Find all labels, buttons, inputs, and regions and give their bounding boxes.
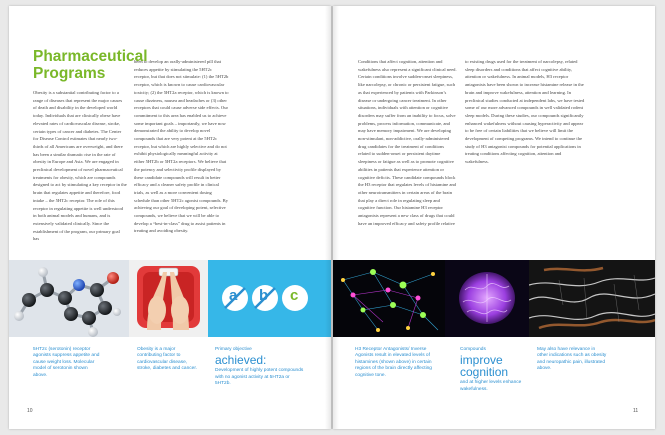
right-page <box>333 6 655 429</box>
brain-image <box>445 260 529 337</box>
caption-pre: Compounds <box>460 347 486 352</box>
receptor-letter-c: c <box>290 287 299 304</box>
receptor-icon-panel <box>208 260 331 337</box>
body-column-2 <box>134 58 229 235</box>
page-number: 11 <box>633 408 639 414</box>
caption-text: May also have relevance in other indications such as obesity and neuropathic pain, illustrated above. <box>537 347 607 372</box>
caption-h3 <box>355 347 435 379</box>
body-paragraph: to existing drugs used for the treatment of narcolepsy, related sleep disorders and conditions that affect cognitive ability, attention or wakefulness. In animal models, H3 receptor antagonists have been shown to increase histamine release in the brain and improve wakefulness, attention and learning. In preclinical studies conducted at independent labs, we have tested some of our more advanced compounds in well validated rodent sleep models. During these studies, our compounds significantly enhanced wakefulness without causing hyperactivity and appear to be free of certain liabilities that we believe will limit the development of competing programs. We intend to continue the study of H3 antagonist compounds for potential applications in treating conditions affecting cognition, attention and wakefulness. <box>465 59 585 165</box>
caption-highlight: improve cognition <box>460 353 509 380</box>
caption-highlight: achieved: <box>215 353 267 368</box>
caption-cognition <box>460 347 530 393</box>
page-number: 10 <box>27 408 33 414</box>
histamine-network-image <box>333 260 445 337</box>
caption-text: Obesity is a major contributing factor to cardiovascular disease, stroke, diabetes and cancer. <box>137 347 197 372</box>
body-column-3 <box>358 58 457 227</box>
neuron-image <box>529 260 655 337</box>
body-column-1 <box>33 89 127 243</box>
scale-image <box>129 260 208 337</box>
molecule-image <box>9 260 129 337</box>
body-paragraph: been to develop an orally-administered pill that reduces appetite by stimulating the 5HT2c receptor, but that does not stimulate: (1) the 5HT2b receptor, which is known to cause cardiovascular toxicity; (2) the 5HT2a receptor, which is known to cause dizziness, nausea and headaches or (3) other receptors that could cause adverse side effects. Our commitment to this area has enabled us to achieve some important goals – importantly, we have now demonstrated the ability to develop novel compounds that are very potent at the 5HT2c receptor, but which are highly selective and do not exhibit physiologically meaningful activity at either 5HT2b or 5HT2a receptors. We believe that the potency and selectivity profile displayed by these candidate compounds will result in better efficacy and a cleaner safety profile in clinical trials, as well as a more convenient dosing schedule than other 5HT2c agonist compounds. By achieving our goal of developing potent, selective compounds, we believe that we will be able to develop a “best-in-class” drug to assist patients in treating and avoiding obesity. <box>134 59 229 234</box>
caption-text: Development of highly potent compounds with no agonist activity at 5HT2a or 5HT2b. <box>215 368 304 387</box>
caption-pre: Primary objective <box>215 347 252 352</box>
caption-obesity <box>137 347 197 373</box>
body-paragraph: Conditions that affect cognition, attention and wakefulness also represent a significant clinical need. Certain conditions involve sudden-onset sleepiness, like narcolepsy, or chronic or persistent fatigue, such as that experienced by patients with Parkinson’s disease or undergoing cancer treatment. In other situations, individuals with attention or cognitive disorders may suffer from an inability to focus, solve problems, process information, communicate, and may have memory impairment. We are developing non-stimulant, non-addictive, orally-administered drug candidates for the treatment of conditions related to sudden-onset or persistent daytime sleepiness or fatigue as well as to promote cognitive abilities in patients that experience attention or cognitive deficits. These candidate compounds block the H3 receptor that regulates levels of histamine and other neurotransmitters in certain areas of the brain that play a direct role in regulating sleep and cognitive function. Our histamine H3 receptor antagonists represent a new class of drugs that could have an improved efficacy and safety profile relative <box>358 59 457 226</box>
body-paragraph: Obesity is a substantial contributing factor to a range of diseases that represent the major causes of death and disability in the developed world today. Individuals that are clinically obese have elevated rates of cardiovascular disease, stroke, certain types of cancer and diabetes. The Center for Disease Control estimates that nearly two-thirds of all Americans are overweight, and there has been a similar dramatic rise in the rate of obesity in Europe and Asia. We are engaged in preclinical development of novel pharmaceutical treatments for obesity, which are compounds designed to act by stimulating a key receptor in the brain that regulates appetite and therefore, food intake – the 5HT2c receptor. The role of this receptor in regulating appetite is well understood in both animal models and humans, and is extensively validated clinically. Since the establishment of the program, our primary goal has <box>33 90 127 242</box>
left-page <box>9 6 331 429</box>
caption-text: and at higher levels enhance wakefulness. <box>460 380 522 392</box>
caption-serotonin <box>33 347 103 379</box>
body-column-4 <box>465 58 585 166</box>
caption-text: H3 Receptor Antagonists/ Inverse Agonists result in elevated levels of histamines (shown above) in certain regions of the brain directly affecting cognitive tone. <box>355 347 432 378</box>
page-title: Pharmaceutical Programs <box>33 48 148 82</box>
receptor-letter-a: a <box>229 287 238 304</box>
caption-relevance <box>537 347 607 373</box>
receptor-letter-b: b <box>259 287 269 304</box>
caption-objective <box>215 347 305 388</box>
caption-text: 5HT2c (serotonin) receptor agonists suppress appetite and cause weight loss. Molecular model of serotonin shown above. <box>33 347 100 378</box>
